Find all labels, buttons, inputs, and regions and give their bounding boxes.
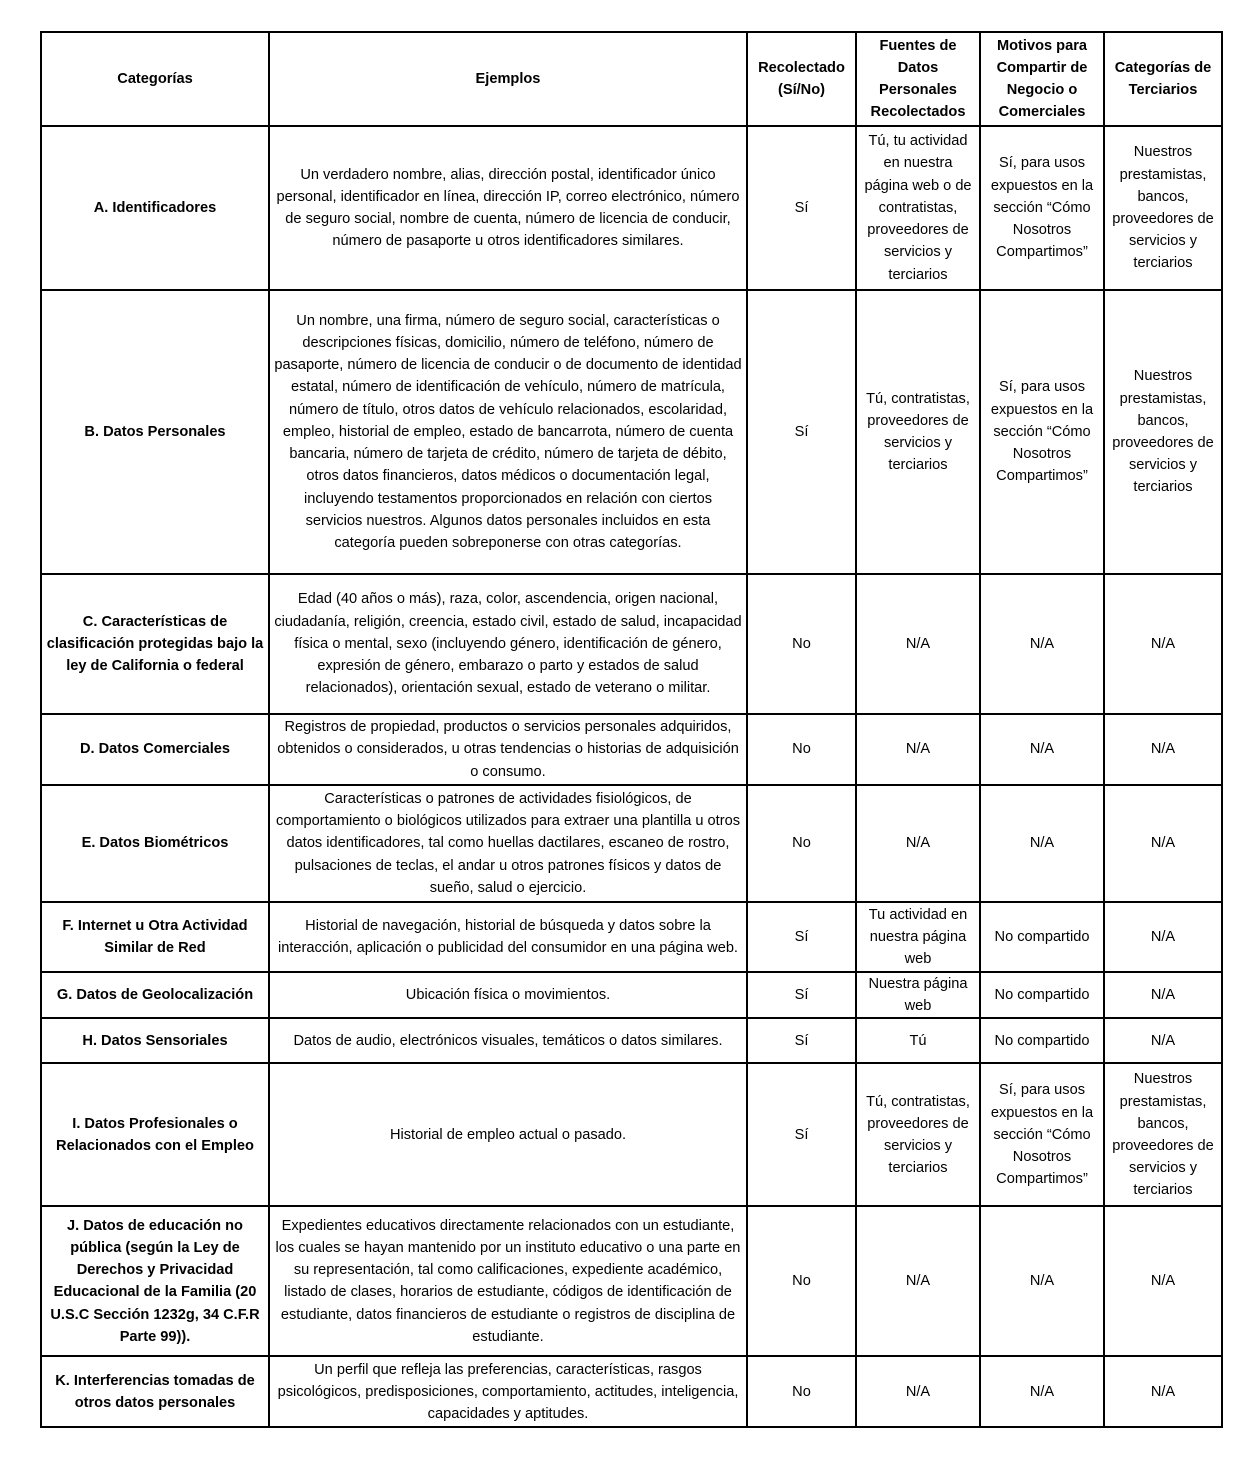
table-row <box>41 714 1222 785</box>
purposes-cell: No compartido <box>980 1018 1104 1063</box>
category-cell: I. Datos Profesionales o Relacionados con el Empleo <box>41 1063 269 1206</box>
collected-cell: Sí <box>747 972 856 1018</box>
sources-cell: N/A <box>856 1356 980 1427</box>
category-cell: C. Características de clasificación protegidas bajo la ley de California o federal <box>41 574 269 714</box>
table-row <box>41 574 1222 714</box>
examples-cell: Historial de navegación, historial de búsqueda y datos sobre la interacción, aplicación o publicidad del consumidor en una página web. <box>269 902 747 972</box>
sources-cell: Tú, contratistas, proveedores de servicios y terciarios <box>856 290 980 574</box>
collected-cell: No <box>747 785 856 902</box>
purposes-cell: Sí, para usos expuestos en la sección “Cómo Nosotros Compartimos” <box>980 290 1104 574</box>
examples-cell: Características o patrones de actividades fisiológicos, de comportamiento o biológicos utilizados para extraer una plantilla u otros datos identificadores, tal como huellas dactilares, escaneo de rostro, pulsaciones de teclas, el andar u otros patrones físicos y datos de sueño, salud o ejercicio. <box>269 785 747 902</box>
collected-cell: Sí <box>747 1018 856 1063</box>
third-parties-cell: N/A <box>1104 574 1222 714</box>
category-cell: J. Datos de educación no pública (según la Ley de Derechos y Privacidad Educacional de la Familia (20 U.S.C Sección 1232g, 34 C.F.R Parte 99)). <box>41 1206 269 1356</box>
collected-cell: Sí <box>747 126 856 290</box>
purposes-cell: No compartido <box>980 972 1104 1018</box>
purposes-cell: N/A <box>980 1206 1104 1356</box>
sources-cell: Tu actividad en nuestra página web <box>856 902 980 972</box>
header-categorias: Categorías <box>41 32 269 126</box>
third-parties-cell: N/A <box>1104 1018 1222 1063</box>
collected-cell: No <box>747 1356 856 1427</box>
examples-cell: Datos de audio, electrónicos visuales, temáticos o datos similares. <box>269 1018 747 1063</box>
purposes-cell: Sí, para usos expuestos en la sección “Cómo Nosotros Compartimos” <box>980 1063 1104 1206</box>
collected-cell: Sí <box>747 290 856 574</box>
header-ejemplos: Ejemplos <box>269 32 747 126</box>
category-cell: F. Internet u Otra Actividad Similar de Red <box>41 902 269 972</box>
purposes-cell: N/A <box>980 1356 1104 1427</box>
header-recolectado: Recolectado (Sí/No) <box>747 32 856 126</box>
purposes-cell: N/A <box>980 714 1104 785</box>
header-motivos: Motivos para Compartir de Negocio o Comerciales <box>980 32 1104 126</box>
sources-cell: N/A <box>856 1206 980 1356</box>
third-parties-cell: N/A <box>1104 1356 1222 1427</box>
table-row <box>41 972 1222 1018</box>
sources-cell: N/A <box>856 574 980 714</box>
examples-cell: Un perfil que refleja las preferencias, características, rasgos psicológicos, predisposiciones, comportamiento, actitudes, inteligencia, capacidades y aptitudes. <box>269 1356 747 1427</box>
sources-cell: Nuestra página web <box>856 972 980 1018</box>
category-cell: D. Datos Comerciales <box>41 714 269 785</box>
table-row <box>41 126 1222 290</box>
purposes-cell: Sí, para usos expuestos en la sección “Cómo Nosotros Compartimos” <box>980 126 1104 290</box>
collected-cell: No <box>747 714 856 785</box>
category-cell: K. Interferencias tomadas de otros datos personales <box>41 1356 269 1427</box>
sources-cell: Tú <box>856 1018 980 1063</box>
collected-cell: Sí <box>747 1063 856 1206</box>
table-row <box>41 290 1222 574</box>
sources-cell: N/A <box>856 714 980 785</box>
examples-cell: Expedientes educativos directamente relacionados con un estudiante, los cuales se hayan mantenido por un instituto educativo o una parte en su representación, tal como calificaciones, expediente académico, listado de clases, horarios de estudiante, códigos de identificación de estudiante, datos financieros de estudiante o registros de disciplina de estudiante. <box>269 1206 747 1356</box>
third-parties-cell: Nuestros prestamistas, bancos, proveedores de servicios y terciarios <box>1104 126 1222 290</box>
third-parties-cell: N/A <box>1104 1206 1222 1356</box>
category-cell: E. Datos Biométricos <box>41 785 269 902</box>
table-row <box>41 1356 1222 1427</box>
purposes-cell: N/A <box>980 574 1104 714</box>
category-cell: H. Datos Sensoriales <box>41 1018 269 1063</box>
examples-cell: Un nombre, una firma, número de seguro social, características o descripciones físicas, domicilio, número de teléfono, número de pasaporte, número de licencia de conducir o de documento de identidad estatal, número de identificación de vehículo, número de matrícula, número de título, otros datos de vehículo relacionados, escolaridad, empleo, historial de empleo, estado de bancarrota, número de cuenta bancaria, número de tarjeta de crédito, número de tarjeta de débito, otros datos financieros, datos médicos o documentación legal, incluyendo testamentos proporcionados en relación con ciertos servicios nuestros. Algunos datos personales incluidos en esta categoría pueden sobreponerse con otras categorías. <box>269 290 747 574</box>
category-cell: A. Identificadores <box>41 126 269 290</box>
examples-cell: Un verdadero nombre, alias, dirección postal, identificador único personal, identificador en línea, dirección IP, correo electrónico, número de seguro social, nombre de cuenta, número de licencia de conducir, número de pasaporte u otros identificadores similares. <box>269 126 747 290</box>
category-cell: B. Datos Personales <box>41 290 269 574</box>
collected-cell: No <box>747 574 856 714</box>
collected-cell: No <box>747 1206 856 1356</box>
third-parties-cell: N/A <box>1104 902 1222 972</box>
collected-cell: Sí <box>747 902 856 972</box>
examples-cell: Edad (40 años o más), raza, color, ascendencia, origen nacional, ciudadanía, religión, creencia, estado civil, estado de salud, incapacidad física o mental, sexo (incluyendo género, identificación de género, expresión de género, embarazo o parto y estados de salud relacionados), orientación sexual, estado de veterano o militar. <box>269 574 747 714</box>
header-row <box>41 32 1222 126</box>
table-row <box>41 1206 1222 1356</box>
third-parties-cell: N/A <box>1104 972 1222 1018</box>
third-parties-cell: Nuestros prestamistas, bancos, proveedores de servicios y terciarios <box>1104 290 1222 574</box>
sources-cell: Tú, contratistas, proveedores de servicios y terciarios <box>856 1063 980 1206</box>
table-row <box>41 902 1222 972</box>
purposes-cell: No compartido <box>980 902 1104 972</box>
sources-cell: N/A <box>856 785 980 902</box>
examples-cell: Ubicación física o movimientos. <box>269 972 747 1018</box>
third-parties-cell: N/A <box>1104 714 1222 785</box>
header-terciarios: Categorías de Terciarios <box>1104 32 1222 126</box>
examples-cell: Historial de empleo actual o pasado. <box>269 1063 747 1206</box>
table-row <box>41 1018 1222 1063</box>
table-row <box>41 1063 1222 1206</box>
category-cell: G. Datos de Geolocalización <box>41 972 269 1018</box>
third-parties-cell: Nuestros prestamistas, bancos, proveedores de servicios y terciarios <box>1104 1063 1222 1206</box>
header-fuentes: Fuentes de Datos Personales Recolectados <box>856 32 980 126</box>
purposes-cell: N/A <box>980 785 1104 902</box>
examples-cell: Registros de propiedad, productos o servicios personales adquiridos, obtenidos o considerados, u otras tendencias o historias de adquisición o consumo. <box>269 714 747 785</box>
data-categories-table <box>40 31 1223 1428</box>
third-parties-cell: N/A <box>1104 785 1222 902</box>
table-row <box>41 785 1222 902</box>
sources-cell: Tú, tu actividad en nuestra página web o de contratistas, proveedores de servicios y terciarios <box>856 126 980 290</box>
